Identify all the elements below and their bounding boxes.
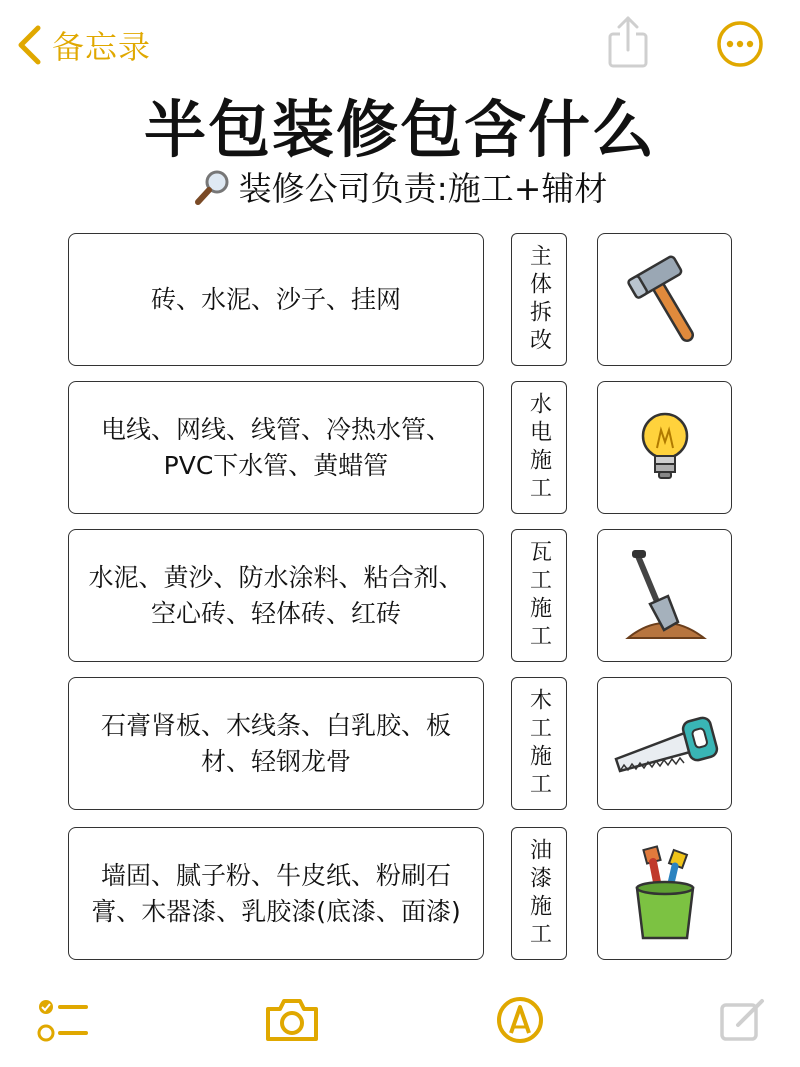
back-button[interactable] [14,20,151,70]
saw-icon [610,709,720,779]
category-label: 主体拆改 [526,243,552,356]
category-label: 瓦工施工 [526,539,552,652]
chevron-left-icon [14,24,44,66]
note-title: 半包装修包含什么 [143,93,656,166]
table-row [0,233,800,369]
note-subtitle: 装修公司负责:施工+辅材 [238,169,608,208]
hammer-icon [625,255,705,345]
top-navigation-bar [0,0,800,90]
markup-pen-icon[interactable] [495,995,545,1045]
paint-bucket-icon [625,844,705,944]
icon-cell [597,677,732,810]
note-subtitle-line [0,163,800,210]
table-row [0,529,800,665]
category-cell [511,827,567,960]
materials-cell: 砖、水泥、沙子、挂网 [68,233,484,366]
table-row [0,677,800,813]
materials-cell: 水泥、黄沙、防水涂料、粘合剂、空心砖、轻体砖、红砖 [68,529,484,662]
share-icon[interactable] [604,14,652,70]
bottom-toolbar [0,985,800,1067]
camera-icon[interactable] [264,995,320,1045]
more-options-icon[interactable] [716,20,764,68]
checklist-icon[interactable] [36,995,90,1045]
materials-cell: 石膏肾板、木线条、白乳胶、板材、轻钢龙骨 [68,677,484,810]
icon-cell [597,529,732,662]
icon-cell [597,827,732,960]
light-bulb-icon [635,408,695,488]
icon-cell [597,233,732,366]
category-label: 油漆施工 [526,837,552,950]
category-cell [511,677,567,810]
back-label: 备忘录 [52,28,152,66]
category-cell [511,233,567,366]
category-cell [511,529,567,662]
compose-icon[interactable] [718,995,768,1045]
category-label: 木工施工 [526,687,552,800]
table-row [0,381,800,517]
shovel-icon [620,546,710,646]
materials-cell: 墙固、腻子粉、牛皮纸、粉刷石膏、木器漆、乳胶漆(底漆、面漆) [68,827,484,960]
icon-cell [597,381,732,514]
materials-cell: 电线、网线、线管、冷热水管、PVC下水管、黄蜡管 [68,381,484,514]
table-row [0,827,800,963]
magnifier-icon [193,167,233,207]
category-label: 水电施工 [526,391,552,504]
category-cell [511,381,567,514]
